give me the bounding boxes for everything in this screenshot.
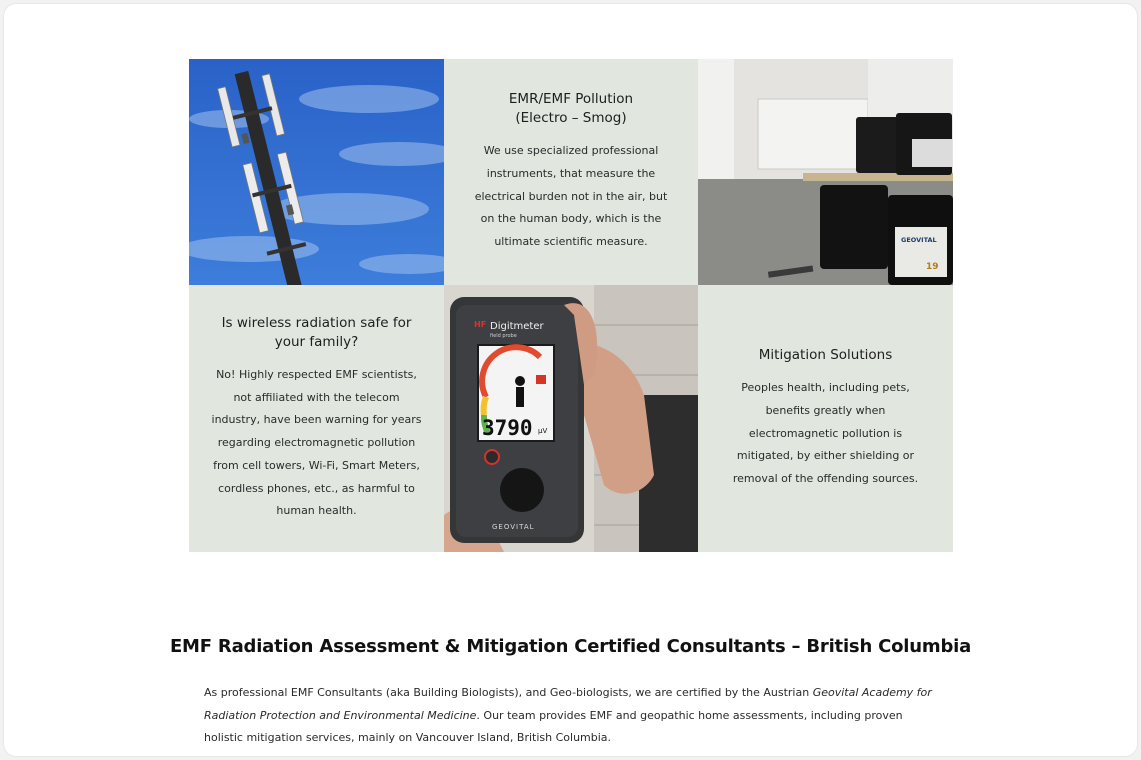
wireless-safety-title-line2: your family? (274, 334, 359, 351)
emf-pollution-body: We use specialized professional instruments, that measure the electrical burden not in the air, but on the human body, which is the ultimate scientific measure. (474, 144, 668, 249)
emf-pollution-card (444, 59, 698, 285)
bucket-label: GEOVITAL (901, 236, 937, 244)
bucket-size: 19 (926, 262, 939, 272)
meter-model: Digitmeter (490, 321, 544, 332)
emf-pollution-title-line2: (Electro – Smog) (515, 110, 627, 127)
shielding-paint-photo (698, 59, 953, 285)
cell-tower-photo (189, 59, 444, 285)
wireless-safety-card (189, 285, 444, 552)
page-frame (4, 4, 1137, 756)
section-headline: EMF Radiation Assessment & Mitigation Certified Consultants – British Columbia (169, 636, 972, 657)
mitigation-body: Peoples health, including pets, benefits greatly when electromagnetic pollution is mitigated, by either shielding or removal of the offending sources. (732, 381, 919, 486)
intro-after: . Our team provides EMF and geopathic home assessments, including proven holistic mitigation services, mainly on Vancouver Island, British Columbia. (204, 708, 903, 745)
meter-reading: 3790 (482, 416, 533, 440)
wireless-safety-title (222, 314, 412, 352)
intro-before: As professional EMF Consultants (aka Building Biologists), and Geo-biologists, we are certified by the Austrian (204, 686, 813, 699)
emf-pollution-title-line1: EMR/EMF Pollution (508, 91, 634, 108)
meter-subtitle: field probe (490, 333, 517, 339)
intro-academy-name: Geovital Academy for Radiation Protection and Environmental Medicine (204, 686, 932, 722)
section-intro (204, 682, 934, 750)
meter-maker: GEOVITAL (492, 523, 535, 531)
mitigation-card (698, 285, 953, 552)
meter-brand-tag: HF (474, 320, 487, 329)
wireless-safety-body: No! Highly respected EMF scientists, not affiliated with the telecom industry, have been warning for years regarding electromagnetic pollution from cell towers, Wi-Fi, Smart Meters, cordless phones, etc., as harmful to human health. (211, 368, 422, 518)
field-meter-photo (444, 285, 698, 552)
emf-pollution-title (509, 90, 633, 128)
mitigation-title: Mitigation Solutions (758, 347, 893, 364)
meter-unit: μV (538, 427, 548, 435)
feature-grid (189, 59, 953, 552)
wireless-safety-title-line1: Is wireless radiation safe for (221, 315, 412, 332)
